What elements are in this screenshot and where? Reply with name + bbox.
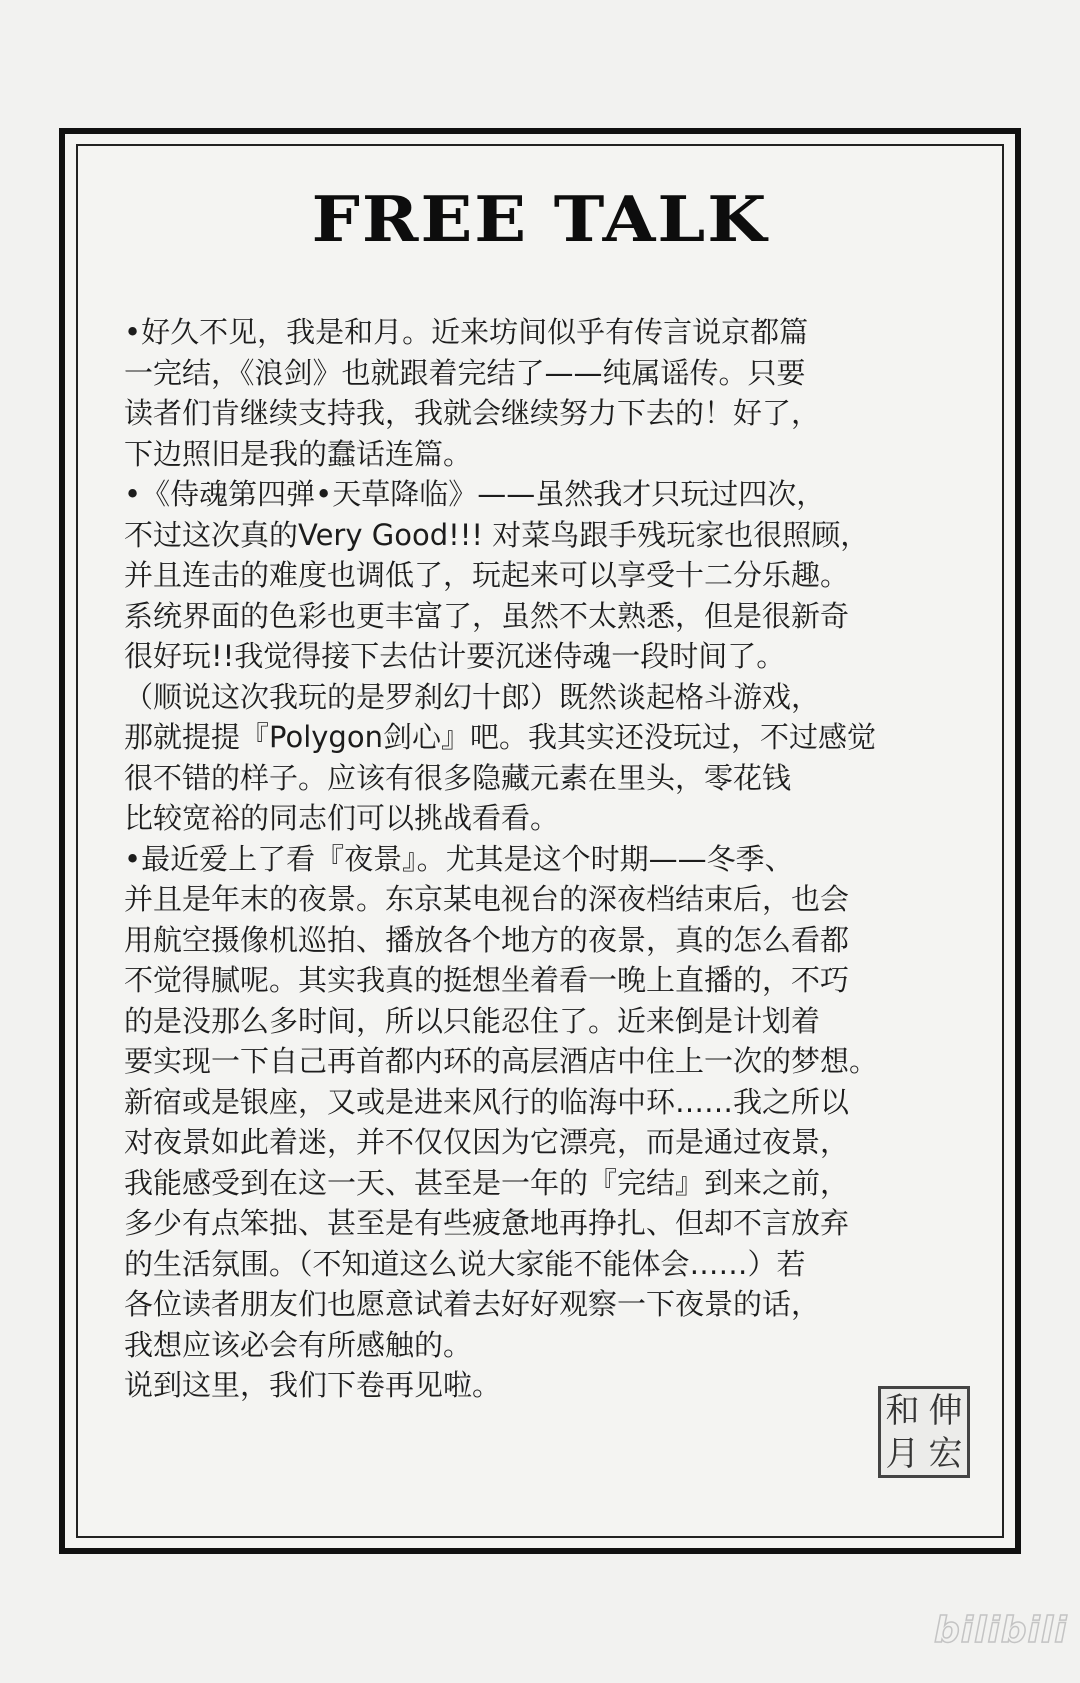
text-line: 比较宽裕的同志们可以挑战看看。 <box>124 801 560 835</box>
text-line: 不觉得腻呢。其实我真的挺想坐着看一晚上直播的，不巧 <box>124 963 850 997</box>
text-line: 我能感受到在这一天、甚至是一年的『完结』到来之前， <box>124 1165 850 1200</box>
text-line: 并且是年末的夜景。东京某电视台的深夜档结束后，也会 <box>124 882 850 916</box>
text-line: 不过这次真的Very Good!!! 对菜鸟跟手残玩家也很照顾， <box>124 517 870 552</box>
author-seal-stamp <box>878 1386 970 1478</box>
free-talk-body <box>124 312 974 1406</box>
text-line: 系统界面的色彩也更丰富了，虽然不太熟悉，但是很新奇 <box>124 598 850 633</box>
text-line: 下边照旧是我的蠢话连篇。 <box>124 436 473 471</box>
text-line: •好久不见，我是和月。近来坊间似乎有传言说京都篇 <box>124 315 809 349</box>
text-line: 并且连击的难度也调低了，玩起来可以享受十二分乐趣。 <box>124 558 850 592</box>
text-line: 很不错的样子。应该有很多隐藏元素在里头，零花钱 <box>124 760 792 795</box>
text-line: •《侍魂第四弹•天草降临》——虽然我才只玩过四次， <box>124 477 826 511</box>
text-line: 新宿或是银座，又或是进来风行的临海中环……我之所以 <box>124 1084 850 1119</box>
text-line: 的是没那么多时间，所以只能忍住了。近来倒是计划着 <box>124 1003 821 1038</box>
bilibili-watermark-logo: bilibili <box>934 1610 1068 1651</box>
seal-char: 月 <box>885 1433 920 1474</box>
seal-char: 伸 <box>928 1390 963 1431</box>
text-line: 的生活氛围。（不知道这么说大家能不能体会……）若 <box>124 1246 806 1281</box>
text-line: 多少有点笨拙、甚至是有些疲惫地再挣扎、但却不言放弃 <box>124 1206 850 1240</box>
seal-char: 和 <box>885 1390 920 1431</box>
page-title: FREE TALK <box>311 183 769 257</box>
text-line: 那就提提『Polygon剑心』吧。我其实还没玩过，不过感觉 <box>124 720 876 754</box>
text-line: 各位读者朋友们也愿意试着去好好观察一下夜景的话， <box>124 1287 821 1321</box>
text-line: 我想应该必会有所感触的。 <box>124 1327 473 1362</box>
text-line: （顺说这次我玩的是罗刹幻十郎）既然谈起格斗游戏， <box>124 679 821 714</box>
text-line: 读者们肯继续支持我，我就会继续努力下去的！好了， <box>124 396 821 430</box>
text-line: 说到这里，我们下卷再见啦。 <box>124 1368 502 1402</box>
text-line: 对夜景如此着迷，并不仅仅因为它漂亮，而是通过夜景， <box>124 1125 850 1159</box>
seal-char: 宏 <box>928 1433 963 1474</box>
text-line: 很好玩!!我觉得接下去估计要沉迷侍魂一段时间了。 <box>124 639 786 673</box>
text-line: 用航空摄像机巡拍、播放各个地方的夜景，真的怎么看都 <box>124 922 850 957</box>
page-inner-frame <box>76 144 1004 1538</box>
text-line: 要实现一下自己再首都内环的高层酒店中住上一次的梦想。 <box>124 1044 879 1078</box>
text-line: 一完结，《浪剑》也就跟着完结了——纯属谣传。只要 <box>124 355 806 390</box>
page-outer-frame <box>59 128 1021 1554</box>
text-line: •最近爱上了看『夜景』。尤其是这个时期——冬季、 <box>124 841 794 876</box>
